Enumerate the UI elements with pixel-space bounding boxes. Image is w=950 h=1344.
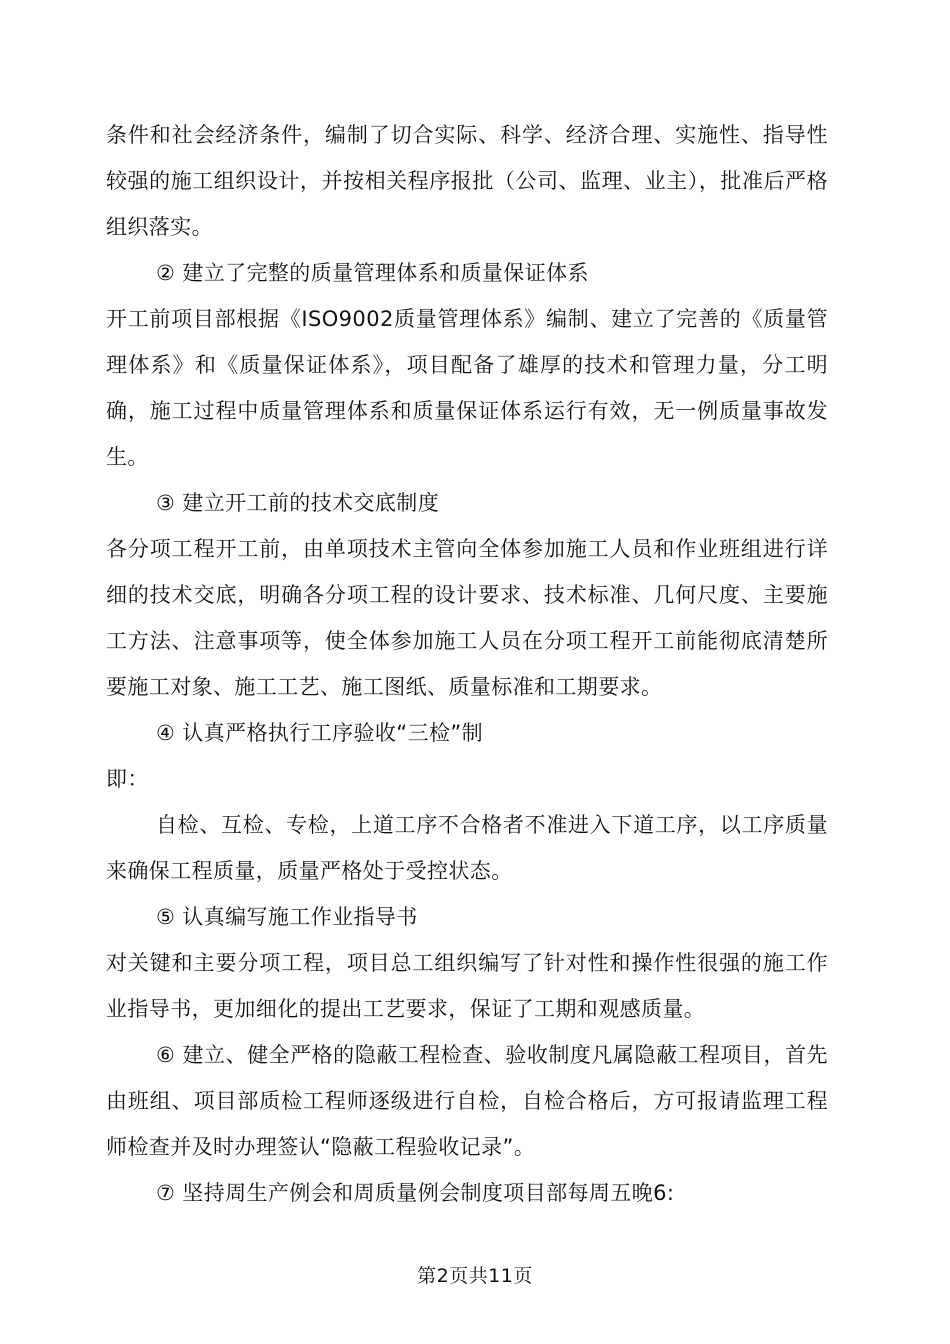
- paragraph-weekly-meetings: ⑦ 坚持周生产例会和周质量例会制度项目部每周五晚6:: [156, 1181, 675, 1205]
- paragraph-concealed-works: ⑥ 建立、健全严格的隐蔽工程检查、验收制度凡属隐蔽工程项目，首先由班组、项目部质检工程师逐级进行自检，自检合格后，方可报请监理工程师检查并及时办理签认“隐蔽工程验收记录”。: [106, 1043, 828, 1159]
- paragraph-intro-continuation: 条件和社会经济条件，编制了切合实际、科学、经济合理、实施性、指导性较强的施工组织设计，并按相关程序报批（公司、监理、业主），批准后严格组织落实。: [106, 123, 828, 239]
- heading-three-inspections: ④ 认真严格执行工序验收“三检”制: [156, 721, 484, 745]
- paragraph-work-instructions: 对关键和主要分项工程，项目总工组织编写了针对性和操作性很强的施工作业指导书，更加细化的提出工艺要求，保证了工期和观感质量。: [106, 951, 828, 1021]
- heading-technical-briefing: ③ 建立开工前的技术交底制度: [156, 491, 440, 515]
- page-footer: 第2页共11页: [417, 1265, 533, 1287]
- paragraph-quality-system: 开工前项目部根据《ISO9002质量管理体系》编制、建立了完善的《质量管理体系》和《质量保证体系》，项目配备了雄厚的技术和管理力量，分工明确，施工过程中质量管理体系和质量保证体系运行有效，无一例质量事故发生。: [106, 307, 828, 469]
- paragraph-technical-briefing: 各分项工程开工前，由单项技术主管向全体参加施工人员和作业班组进行详细的技术交底，明确各分项工程的设计要求、技术标准、几何尺度、主要施工方法、注意事项等，使全体参加施工人员在分项工程开工前能彻底清楚所要施工对象、施工工艺、施工图纸、质量标准和工期要求。: [106, 537, 828, 699]
- document-body: [106, 112, 828, 1216]
- heading-work-instructions: ⑤ 认真编写施工作业指导书: [156, 905, 418, 929]
- paragraph-namely: 即：: [106, 767, 149, 791]
- paragraph-three-inspections: 自检、互检、专检，上道工序不合格者不准进入下道工序，以工序质量来确保工程质量，质量严格处于受控状态。: [106, 813, 828, 883]
- heading-quality-system: ② 建立了完整的质量管理体系和质量保证体系: [156, 261, 589, 285]
